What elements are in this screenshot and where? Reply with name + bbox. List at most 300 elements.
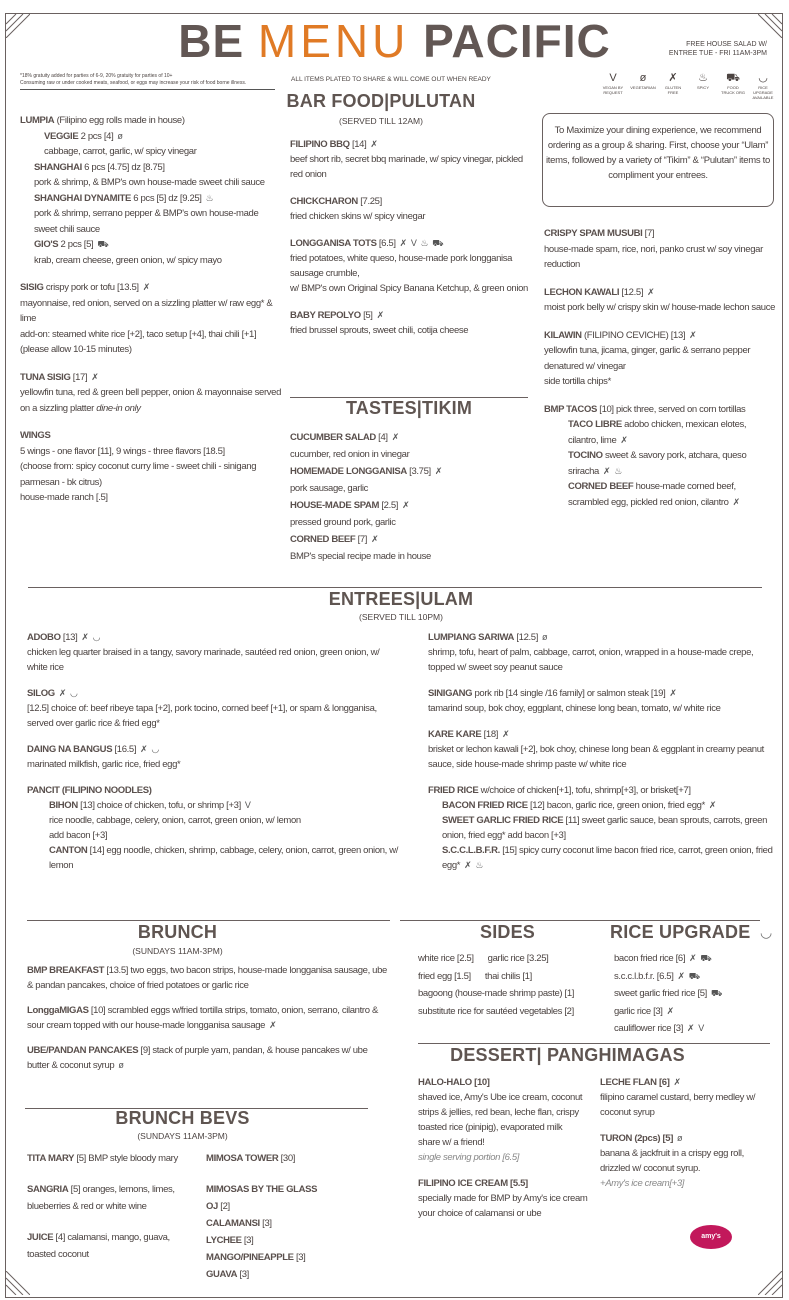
menu-item-group: [418, 1176, 594, 1221]
menu-item-title: [206, 1249, 376, 1266]
promo-line: ENTREE TUE - FRI 11AM-3PM: [668, 50, 767, 57]
item-price-detail: [3]: [237, 1269, 249, 1280]
item-name: MANGO/PINEAPPLE: [206, 1252, 294, 1263]
item-price-detail: sweet garlic fried rice [5]: [614, 988, 707, 999]
menu-item: [418, 1075, 594, 1165]
item-description: yellowfin tuna, jicama, ginger, garlic & serrano pepper denatured w/ vinegar: [544, 345, 751, 372]
rice-upgrade-list: [614, 950, 774, 1038]
menu-item-group: [206, 1181, 376, 1283]
bar-food-right-column: [544, 226, 776, 510]
menu-item: [614, 1003, 774, 1021]
menu-item: [20, 129, 282, 160]
item-price-detail: 2 pcs [5]: [58, 239, 94, 250]
menu-item-title: [428, 630, 773, 645]
item-note: single serving portion [6.5]: [418, 1152, 520, 1163]
item-name: GIO'S: [34, 239, 59, 250]
menu-item-title: [290, 308, 528, 323]
menu-item: [290, 429, 530, 463]
item-name: OJ: [206, 1201, 218, 1212]
item-price-detail: [4]: [375, 432, 388, 443]
food-truck-icon: ⛟: [700, 953, 712, 963]
free-salad-promo: [669, 40, 767, 58]
divider: [27, 920, 390, 921]
gluten-free-icon: ✗: [666, 1005, 674, 1016]
item-description: rice noodle, cabbage, celery, onion, carrot, green onion, w/ lemon: [49, 815, 301, 826]
title-menu: MENU: [257, 15, 410, 67]
item-name: CANTON: [49, 845, 88, 856]
menu-item-title: [544, 285, 776, 301]
item-price-detail: [14] egg noodle, chicken, shrimp, cabbage, celery, onion, carrot, green onion, w/ lemon: [49, 845, 399, 871]
menu-item-title: [614, 968, 774, 986]
dessert-right-column: [600, 1075, 770, 1191]
menu-item-group: [428, 783, 773, 873]
legend-label: VEGETARIAN: [630, 85, 656, 90]
item-name: LonggaMIGAS: [27, 1005, 89, 1016]
menu-item: [544, 417, 776, 448]
item-price-detail: [5] BMP style bloody mary: [74, 1153, 178, 1164]
menu-item-title: [544, 402, 776, 418]
menu-item-title: [27, 1150, 197, 1167]
item-price-detail: [18]: [481, 729, 499, 740]
menu-item-title: [27, 686, 402, 701]
vegetarian-icon: ø: [677, 1133, 683, 1143]
item-name: SILOG: [27, 688, 55, 699]
menu-item-group: [206, 1150, 376, 1167]
menu-item: [20, 191, 282, 238]
item-name: WINGS: [20, 430, 51, 441]
side-item: garlic rice [3.25]: [487, 953, 549, 964]
menu-item: [27, 1229, 197, 1263]
menu-item-title: [27, 1181, 197, 1215]
menu-item: [614, 950, 774, 968]
rice-upgrade-icon: ◡: [758, 72, 768, 84]
item-description: krab, cream cheese, green onion, w/ spicy mayo: [34, 254, 222, 266]
item-name: GUAVA: [206, 1269, 238, 1280]
item-description: side tortilla chips*: [544, 376, 611, 387]
menu-item-title: [442, 843, 773, 873]
food-truck-icon: ⛟: [710, 988, 722, 998]
item-note: dine-in only: [96, 402, 141, 414]
item-description: (please allow 10-15 minutes): [20, 344, 132, 355]
item-price-detail: [7]: [642, 228, 655, 239]
item-price-detail: [9] stack of purple yam, pandan, & house pancakes w/ ube butter & coconut syrup: [27, 1045, 368, 1071]
menu-item: [418, 1176, 594, 1221]
menu-item-title: [428, 686, 773, 701]
item-price-detail: [2.5]: [379, 500, 399, 511]
menu-item-group: [544, 328, 776, 390]
menu-item: [428, 630, 773, 675]
item-name: LUMPIA: [20, 115, 55, 126]
gluten-free-icon: ✗: [402, 500, 410, 510]
bar-food-left-column: [20, 113, 282, 506]
plated-notice: ALL ITEMS PLATED TO SHARE & WILL COME OUT WHEN READY: [291, 76, 491, 83]
item-name: BABY REPOLYO: [290, 310, 361, 321]
spicy-icon: ♨: [475, 860, 484, 870]
gluten-free-icon: ✗: [677, 970, 685, 981]
menu-item: [544, 328, 776, 390]
item-name: SHANGHAI: [34, 161, 82, 173]
item-name: KILAWIN: [544, 329, 582, 341]
item-name: BACON FRIED RICE: [442, 800, 528, 811]
menu-item: [428, 727, 773, 772]
item-description: shaved ice, Amy's Ube ice cream, coconut strips & jellies, red bean, leche flan, crispy toasted rice (pinipig), evaporated milk: [418, 1092, 583, 1133]
menu-item-title: [442, 798, 773, 813]
legend-label: SPICY: [696, 85, 709, 90]
menu-item-group: [27, 686, 402, 731]
menu-item-group: [600, 1131, 770, 1191]
gluten-free-icon: ✗: [689, 953, 697, 963]
item-price-detail: [4] calamansi, mango, guava, toasted coconut: [27, 1232, 170, 1260]
menu-item-title: [544, 226, 776, 242]
item-name: LUMPIANG SARIWA: [428, 632, 515, 643]
menu-item-title: [614, 950, 774, 968]
menu-item-title: [290, 137, 528, 152]
item-name: FILIPINO ICE CREAM [5.5]: [418, 1178, 528, 1189]
item-description: fried chicken skins w/ spicy vinegar: [290, 211, 426, 222]
item-price-detail: [10] pick three, served on corn tortillas: [596, 403, 746, 415]
menu-item: [27, 630, 402, 675]
item-note: +Amy's ice cream[+3]: [600, 1178, 685, 1189]
menu-item: [206, 1181, 376, 1198]
corner-stripes-decoration: [758, 1271, 782, 1295]
item-name: MIMOSA TOWER: [206, 1153, 279, 1164]
item-name: VEGGIE: [44, 130, 79, 142]
menu-item-title: [614, 1003, 774, 1021]
item-name: UBE/PANDAN PANCAKES: [27, 1045, 139, 1056]
tastes-column: [290, 429, 530, 565]
menu-item-title: [206, 1215, 376, 1232]
menu-item: [614, 985, 774, 1003]
menu-item-title: [34, 160, 282, 176]
item-name: TITA MARY: [27, 1153, 75, 1164]
sides-row: [418, 968, 608, 986]
item-name: PANCIT (FILIPINO NOODLES): [27, 785, 152, 796]
item-name: SINIGANG: [428, 688, 473, 699]
item-description: fried brussel sprouts, sweet chili, cotija cheese: [290, 325, 469, 336]
menu-item-group: [20, 280, 282, 358]
title-be: BE: [178, 15, 245, 67]
brunch-served-time: (SUNDAYS 11AM-3PM): [132, 946, 223, 956]
menu-item: [206, 1249, 376, 1266]
item-price-detail: [13.5] two eggs, two bacon strips, house-made longganisa sausage, ube & pandan pancakes, choice of fried potatoes or garlic rice: [27, 965, 387, 991]
gluten-free-icon: ✗: [669, 688, 677, 698]
menu-item: [614, 968, 774, 986]
item-price-detail: garlic rice [3]: [614, 1005, 663, 1017]
menu-item: [544, 402, 776, 418]
vegetarian-icon: ø: [542, 632, 548, 642]
spicy-icon: ♨: [614, 465, 622, 476]
gluten-free-icon: ✗: [687, 1023, 695, 1033]
gluten-free-icon: ✗: [673, 1077, 681, 1087]
menu-item-title: [418, 1176, 594, 1191]
vegetarian-icon: ø: [118, 1060, 124, 1070]
menu-item-title: [27, 742, 402, 757]
item-price-detail: [5] oranges, lemons, limes, blueberries & red or white wine: [27, 1184, 175, 1212]
menu-item: [27, 1043, 392, 1073]
item-price-detail: (FILIPINO CEVICHE) [13]: [581, 329, 686, 341]
legend-item: [630, 72, 656, 100]
menu-item: [20, 237, 282, 268]
entrees-heading: ENTREES|ULAM: [328, 589, 474, 609]
gluten-free-icon: ✗: [140, 744, 148, 754]
menu-item-title: [600, 1131, 770, 1146]
gluten-free-icon: ✗: [91, 371, 99, 382]
menu-item: [290, 531, 530, 565]
item-price-detail: [3]: [293, 1252, 306, 1263]
legend-item: [720, 72, 746, 100]
menu-item-title: [290, 429, 530, 447]
menu-item: [20, 280, 282, 358]
menu-item-title: [34, 237, 282, 253]
item-description: [12.5] choice of: beef ribeye tapa [+2], pork tocino, corned beef [+1], or spam & longganisa, served over garlic rice & fried egg*: [27, 703, 377, 729]
menu-item-title: [290, 236, 528, 251]
menu-item-title: [290, 194, 528, 209]
vegan-icon: V: [609, 72, 617, 84]
item-name: TACO LIBRE: [568, 419, 622, 430]
menu-item-group: [544, 285, 776, 316]
menu-item-group: [290, 236, 528, 296]
menu-item: [27, 798, 402, 843]
menu-item-group: [27, 1003, 392, 1033]
side-item: thai chilis [1]: [484, 970, 532, 982]
item-price-detail: sweet & savory pork, atchara, queso sriracha: [568, 450, 747, 477]
side-item: bagoong (house-made shrimp paste) [1]: [418, 988, 575, 999]
item-name: CALAMANSI: [206, 1218, 260, 1229]
menu-item-title: [418, 1075, 594, 1090]
item-name: HALO-HALO [10]: [418, 1077, 490, 1088]
item-description: pork & shrimp, serrano pepper & BMP's own house-made sweet chili sauce: [34, 208, 259, 235]
corner-stripes-decoration: [6, 1271, 30, 1295]
rice-upgrade-label: RICE UPGRADE: [610, 922, 751, 942]
tastes-heading: TASTES|TIKIM: [345, 398, 473, 418]
item-description: marinated milkfish, garlic rice, fried egg*: [27, 759, 181, 770]
item-price-detail: [5]: [360, 310, 373, 321]
item-price-detail: [13] choice of chicken, tofu, or shrimp [+3]: [77, 800, 241, 811]
menu-item-title: [442, 813, 773, 843]
menu-item: [544, 448, 776, 479]
gluten-free-icon: ✗: [620, 434, 628, 445]
side-item: white rice [2.5]: [418, 953, 474, 964]
item-name: MIMOSAS BY THE GLASS: [206, 1184, 318, 1195]
entrees-served-till: (SERVED TILL 10PM): [359, 612, 443, 622]
menu-item: [428, 686, 773, 716]
gluten-free-icon: ✗: [647, 286, 655, 297]
brunch-bevs-left-column: [27, 1150, 197, 1263]
legend-label: GLUTEN FREE: [664, 85, 682, 95]
menu-item-title: [290, 497, 530, 515]
item-name: S.C.C.L.B.F.R.: [442, 845, 500, 856]
menu-item-group: [290, 308, 528, 338]
rice-upgrade-icon: ◡: [70, 688, 78, 698]
menu-item-group: [27, 1043, 392, 1073]
sides-row: [418, 985, 608, 1003]
item-name: TOCINO: [568, 450, 603, 461]
menu-item: [428, 798, 773, 813]
menu-item-group: [418, 1075, 594, 1165]
gluten-free-icon: ✗: [81, 632, 89, 642]
item-name: KARE KARE: [428, 729, 482, 740]
item-name: DAING NA BANGUS: [27, 744, 113, 755]
bar-food-middle-column: [290, 137, 528, 338]
vegetarian-icon: ø: [117, 130, 123, 141]
brunch-heading: BRUNCH: [137, 922, 218, 942]
menu-item-group: [290, 194, 528, 224]
item-description: fried potatoes, white queso, house-made pork longganisa sausage crumble,: [290, 253, 513, 279]
legend-item: [660, 72, 686, 100]
item-name: HOMEMADE LONGGANISA: [290, 466, 407, 477]
item-description: cabbage, carrot, garlic, w/ spicy vinegar: [44, 146, 197, 157]
menu-item: [428, 783, 773, 798]
menu-item: [544, 226, 776, 273]
menu-item-group: [614, 950, 774, 1038]
menu-item: [290, 137, 528, 182]
menu-item-title: [49, 798, 402, 813]
item-name: TUNA SISIG: [20, 371, 71, 383]
item-price-detail: [7.25]: [357, 196, 382, 207]
menu-item-title: [20, 113, 282, 129]
menu-item-title: [568, 479, 776, 510]
item-description: 5 wings - one flavor [11], 9 wings - three flavors [18.5]: [20, 445, 225, 457]
gluten-free-icon: ✗: [269, 1020, 277, 1030]
item-name: SWEET GARLIC FRIED RICE: [442, 815, 564, 826]
item-name: TURON (2pcs) [5]: [600, 1133, 674, 1144]
item-name: ADOBO: [27, 632, 61, 643]
icon-legend: [600, 72, 776, 100]
item-name: CORNED BEEF: [568, 481, 634, 492]
menu-item: [27, 963, 392, 993]
menu-item-group: [27, 630, 402, 675]
gluten-free-icon: ✗: [708, 800, 717, 810]
menu-item-group: [27, 742, 402, 772]
side-item: substitute rice for sautéed vegetables [2]: [418, 1005, 574, 1017]
legend-item: [750, 72, 776, 100]
item-description: (choose from: spicy coconut curry lime - sweet chili - sinigang parmesan - bk citrus): [20, 461, 257, 488]
rice-upgrade-heading: [610, 922, 750, 943]
menu-item: [290, 194, 528, 224]
entrees-left-column: [27, 630, 402, 873]
item-name: LONGGANISA TOTS: [290, 238, 377, 249]
item-name: CRISPY SPAM MUSUBI: [544, 228, 643, 239]
item-description: beef short rib, secret bbq marinade, w/ spicy vinegar, pickled red onion: [290, 154, 523, 180]
vegan-icon: V: [698, 1023, 704, 1033]
gluten-free-icon: ✗: [142, 282, 150, 292]
menu-item: [290, 308, 528, 338]
item-price-detail: 6 pcs [4.75] dz [8.75]: [81, 161, 165, 173]
item-description: pork sausage, garlic: [290, 482, 369, 494]
item-description: add bacon [+3]: [49, 830, 108, 841]
menu-item: [27, 843, 402, 873]
item-description: share w/ a friend!: [418, 1137, 485, 1148]
gluten-free-icon: ✗: [732, 496, 740, 507]
item-name: BMP TACOS: [544, 403, 597, 415]
item-price-detail: crispy pork or tofu [13.5]: [43, 282, 139, 293]
item-price-detail: cauliflower rice [3]: [614, 1023, 684, 1034]
menu-item-group: [428, 630, 773, 675]
menu-item: [290, 463, 530, 497]
item-description: pork & shrimp, & BMP's own house-made sweet chili sauce: [34, 177, 265, 188]
item-description: specially made for BMP by Amy's ice cream: [418, 1193, 588, 1204]
gluten-free-icon: ✗: [58, 688, 67, 698]
menu-item-group: [27, 783, 402, 873]
spicy-icon: ♨: [420, 238, 429, 248]
menu-item-group: [27, 1181, 197, 1215]
menu-item: [600, 1131, 770, 1191]
menu-item-group: [27, 963, 392, 993]
food-truck-icon: ⛟: [432, 238, 444, 248]
gratuity-footnote: [20, 73, 275, 90]
item-price-detail: [6.5]: [376, 238, 396, 249]
menu-item-group: [290, 429, 530, 565]
item-price-detail: [12.5]: [514, 632, 539, 643]
spicy-icon: ♨: [698, 72, 708, 84]
legend-item: [690, 72, 716, 100]
food-truck-icon: ⛟: [97, 239, 109, 249]
side-item: fried egg [1.5]: [418, 970, 471, 982]
menu-item: [544, 285, 776, 316]
bar-food-heading: BAR FOOD|PULUTAN: [286, 91, 476, 111]
item-description: brisket or lechon kawali [+2], bok choy, chinese long bean & eggplant in creamy peanut sauce, side house-made shrimp paste w/ white rice: [428, 744, 764, 770]
menu-item: [27, 686, 402, 731]
item-description: BMP's special recipe made in house: [290, 550, 431, 562]
menu-item: [20, 113, 282, 129]
menu-item-group: [428, 686, 773, 716]
gluten-free-icon: ✗: [603, 465, 611, 476]
item-description: shrimp, tofu, heart of palm, cabbage, carrot, onion, wrapped in a house-made crepe, topped w/ sweet soy peanut sauce: [428, 647, 754, 673]
menu-item-group: [20, 370, 282, 417]
gluten-free-icon: ✗: [399, 238, 407, 248]
gluten-free-icon: ✗: [371, 534, 379, 544]
item-price-detail: bacon fried rice [6]: [614, 953, 686, 964]
item-description: house-made ranch [.5]: [20, 492, 108, 503]
menu-item: [27, 1181, 197, 1215]
item-price-detail: [14]: [349, 139, 367, 150]
item-price-detail: [15] spicy curry coconut lime bacon fried rice, carrot, green onion, fried egg*: [442, 845, 773, 871]
legend-label: RICE UPGRADE AVAILABLE: [752, 85, 774, 100]
item-name: CHICKCHARON: [290, 196, 358, 207]
item-name: LYCHEE: [206, 1235, 242, 1246]
vegan-icon: V: [244, 800, 251, 810]
menu-item-title: [27, 1043, 392, 1073]
gratuity-note: *18% gratuity added for parties of 6-9, 20% gratuity for parties of 10+: [20, 73, 173, 79]
menu-item-title: [206, 1181, 376, 1198]
menu-item-title: [49, 843, 402, 873]
item-price-detail: [3]: [241, 1235, 254, 1246]
item-name: CORNED BEEF: [290, 534, 356, 545]
menu-item: [428, 813, 773, 843]
item-price-detail: pork rib [14 single /16 family] or salmon steak [19]: [472, 688, 666, 699]
menu-item: [544, 479, 776, 510]
gluten-free-icon: ✗: [376, 310, 384, 320]
menu-item: [27, 1150, 197, 1167]
item-description: your choice of calamansi or ube: [418, 1208, 542, 1219]
brunch-bevs-right-column: [206, 1150, 376, 1283]
menu-item: [206, 1150, 376, 1167]
menu-item-title: [206, 1150, 376, 1167]
dessert-heading: DESSERT| PANGHIMAGAS: [450, 1045, 685, 1065]
item-description: tamarind soup, bok choy, eggplant, chinese long bean, tomato, w/ white rice: [428, 703, 721, 714]
promo-line: FREE HOUSE SALAD W/: [686, 41, 767, 48]
item-name: BIHON: [49, 800, 78, 811]
brunch-bevs-heading: BRUNCH BEVS: [115, 1108, 250, 1128]
item-description: pressed ground pork, garlic: [290, 516, 396, 528]
menu-item-title: [20, 370, 282, 386]
vegan-icon: V: [410, 238, 417, 248]
amys-ice-cream-logo: amy's: [690, 1225, 732, 1249]
menu-item: [206, 1266, 376, 1283]
menu-item-group: [428, 727, 773, 772]
menu-item-title: [614, 985, 774, 1003]
menu-item-title: [27, 963, 392, 993]
